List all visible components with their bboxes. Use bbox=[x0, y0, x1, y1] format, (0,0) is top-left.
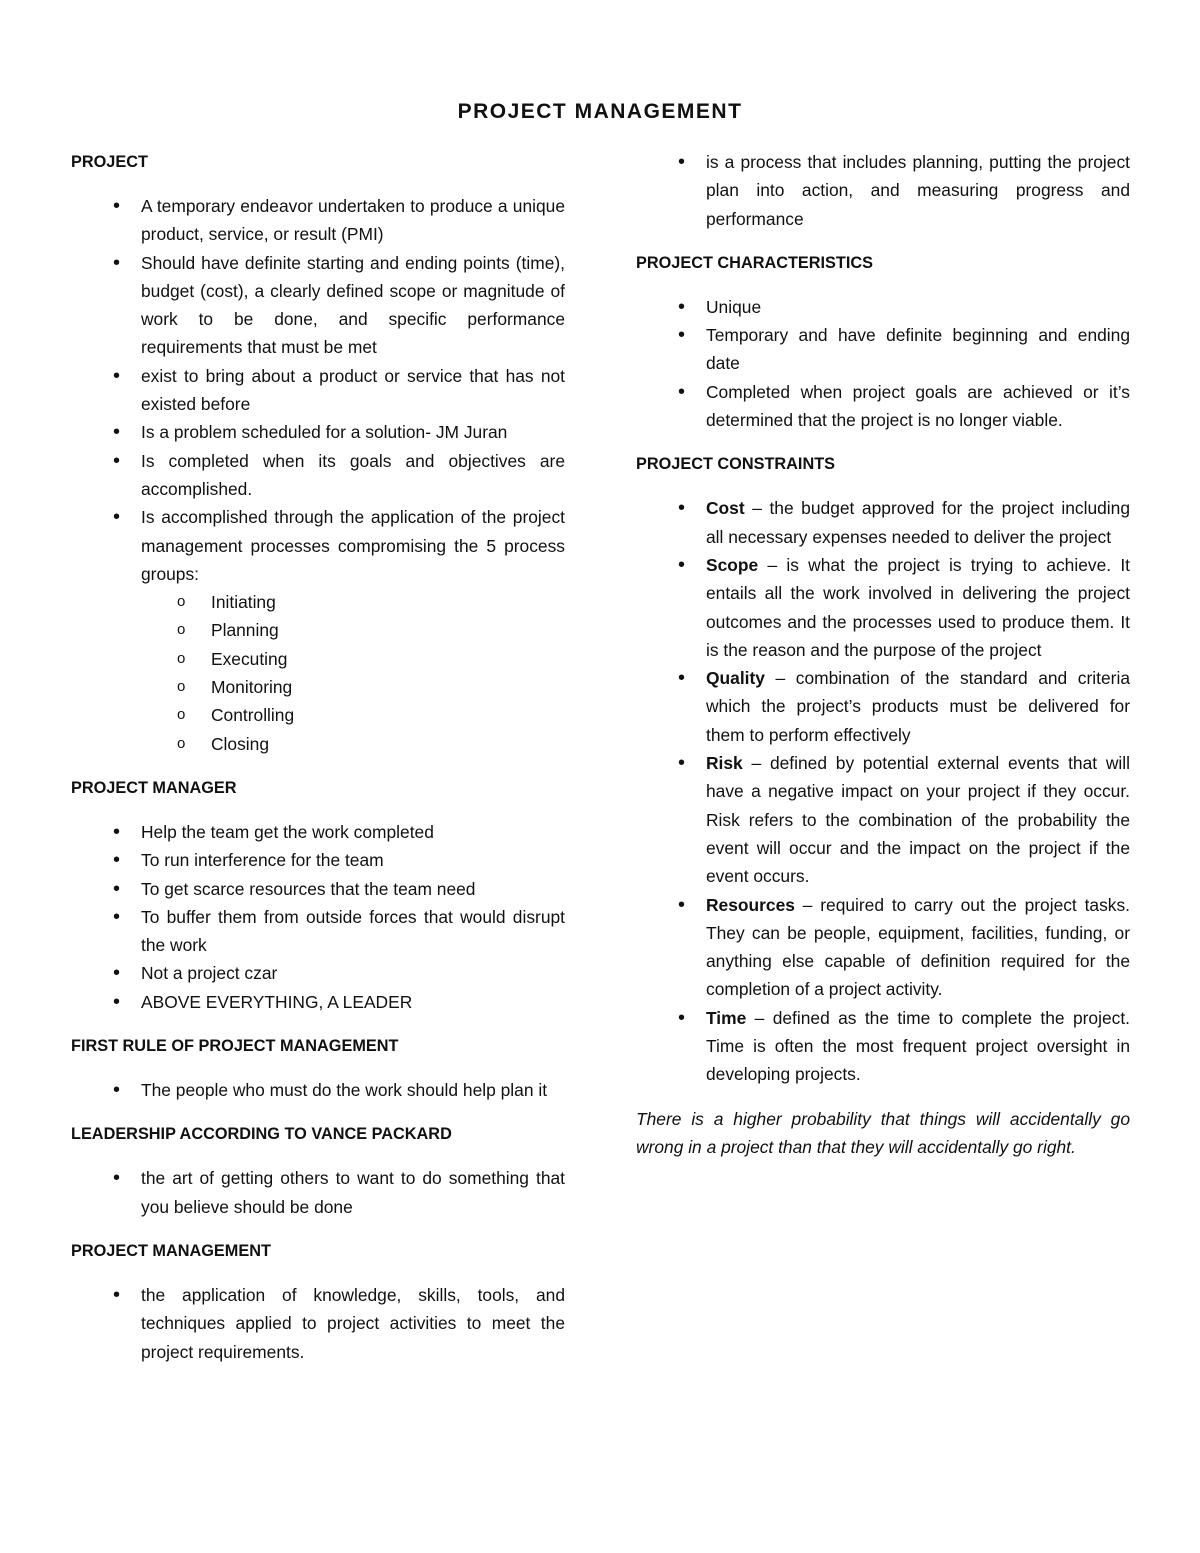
constraint-quality bbox=[636, 664, 1130, 749]
list-item: • A temporary endeavor undertaken to produce a unique product, service, or result (PMI) bbox=[71, 192, 565, 249]
section-heading-constraints: PROJECT CONSTRAINTS bbox=[636, 455, 836, 474]
list-item: • Not a project czar bbox=[71, 959, 565, 987]
list-item-text: Is accomplished through the application of the project management processes compromising the 5 process groups: bbox=[141, 507, 565, 584]
project-management-list-continued bbox=[636, 148, 1130, 233]
left-column bbox=[71, 148, 565, 1382]
list-item: • the art of getting others to want to do something that you believe should be done bbox=[71, 1164, 565, 1221]
section-heading-characteristics: PROJECT CHARACTERISTICS bbox=[636, 253, 874, 272]
list-item: • is a process that includes planning, putting the project plan into action, and measuring progress and performance bbox=[636, 148, 1130, 233]
list-item: • the application of knowledge, skills, tools, and techniques applied to project activities to meet the project requirements. bbox=[71, 1281, 565, 1366]
constraint-desc: – defined as the time to complete the project. Time is often the most frequent project oversight in developing projects. bbox=[706, 1007, 1130, 1085]
process-group-list bbox=[141, 588, 565, 758]
list-item: • Temporary and have definite beginning and ending date bbox=[636, 321, 1130, 378]
project-manager-list bbox=[71, 818, 565, 1016]
right-column bbox=[636, 148, 1130, 1161]
list-item: • Is a problem scheduled for a solution- JM Juran bbox=[71, 418, 565, 446]
constraint-desc: – required to carry out the project tasks. They can be people, equipment, facilities, funding, or anything else capable of definition required for the completion of a project activity. bbox=[706, 894, 1130, 1000]
list-item: • To get scarce resources that the team need bbox=[71, 875, 565, 903]
list-item: • Unique bbox=[636, 293, 1130, 321]
constraint-term: Scope bbox=[706, 554, 759, 575]
list-item: • ABOVE EVERYTHING, A LEADER bbox=[71, 988, 565, 1016]
list-item: • Is completed when its goals and objectives are accomplished. bbox=[71, 447, 565, 504]
list-item: • To buffer them from outside forces that would disrupt the work bbox=[71, 903, 565, 960]
constraint-desc: – combination of the standard and criteria which the project’s products must be delivered for them to perform effectively bbox=[706, 668, 1130, 745]
section-heading-project-manager: PROJECT MANAGER bbox=[71, 778, 237, 797]
section-heading-leadership: LEADERSHIP ACCORDING TO VANCE PACKARD bbox=[71, 1125, 452, 1144]
constraints-list bbox=[636, 494, 1130, 1088]
constraint-desc: – defined by potential external events that will have a negative impact on your project if they occur. Risk refers to the combination of the probability the event will occur and the impact on the project if the event occurs. bbox=[706, 753, 1130, 887]
sub-list-item: o Monitoring bbox=[141, 673, 565, 701]
characteristics-list bbox=[636, 293, 1130, 434]
constraint-desc: – is what the project is trying to achieve. It entails all the work involved in delivering the project outcomes and the processes used to produce them. It is the reason and the purpose of the project bbox=[706, 554, 1130, 660]
section-heading-project-management: PROJECT MANAGEMENT bbox=[71, 1241, 271, 1260]
list-item: • To run interference for the team bbox=[71, 846, 565, 874]
list-item: • Should have definite starting and ending points (time), budget (cost), a clearly defined scope or magnitude of work to be done, and specific performance requirements that must be met bbox=[71, 249, 565, 362]
list-item: • The people who must do the work should help plan it bbox=[71, 1076, 565, 1104]
constraint-scope bbox=[636, 551, 1130, 664]
leadership-list bbox=[71, 1164, 565, 1221]
sub-list-item: o Executing bbox=[141, 645, 565, 673]
sub-list-item: o Initiating bbox=[141, 588, 565, 616]
constraint-term: Time bbox=[706, 1007, 747, 1028]
project-management-list bbox=[71, 1281, 565, 1366]
closing-quote: There is a higher probability that things will accidentally go wrong in a project than that they will accidentally go right. bbox=[636, 1108, 1130, 1157]
list-item: • exist to bring about a product or service that has not existed before bbox=[71, 362, 565, 419]
section-heading-project: PROJECT bbox=[71, 153, 148, 171]
constraint-time bbox=[636, 1004, 1130, 1089]
project-definition-list bbox=[71, 192, 565, 758]
list-item: • Help the team get the work completed bbox=[71, 818, 565, 846]
list-item: • Completed when project goals are achieved or it’s determined that the project is no longer viable. bbox=[636, 378, 1130, 435]
constraint-term: Quality bbox=[706, 668, 765, 689]
first-rule-list bbox=[71, 1076, 565, 1104]
sub-list-item: o Planning bbox=[141, 616, 565, 644]
list-item bbox=[71, 503, 565, 758]
constraint-resources bbox=[636, 891, 1130, 1004]
constraint-desc: – the budget approved for the project including all necessary expenses needed to deliver the project bbox=[706, 498, 1130, 547]
sub-list-item: o Closing bbox=[141, 730, 565, 758]
constraint-term: Resources bbox=[706, 894, 795, 915]
constraint-risk bbox=[636, 749, 1130, 890]
sub-list-item: o Controlling bbox=[141, 701, 565, 729]
section-heading-first-rule: FIRST RULE OF PROJECT MANAGEMENT bbox=[71, 1037, 399, 1056]
constraint-term: Risk bbox=[706, 753, 743, 774]
constraint-cost bbox=[636, 494, 1130, 551]
page-title: PROJECT MANAGEMENT bbox=[457, 100, 743, 123]
constraint-term: Cost bbox=[706, 498, 745, 519]
